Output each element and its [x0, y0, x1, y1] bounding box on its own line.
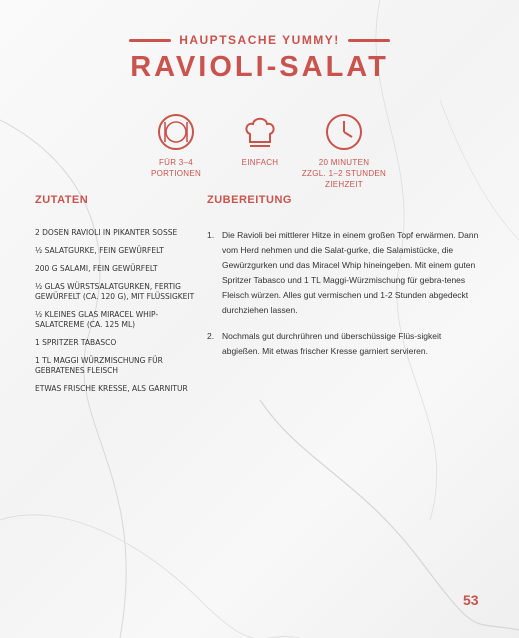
step-item: [207, 329, 479, 359]
ingredient-item: 1 TL MAGGI WÜRZMISCHUNG FÜR GEBRATENES FLEISCH: [35, 356, 163, 375]
plate-cutlery-icon: [156, 112, 196, 152]
kicker-row: [0, 33, 519, 47]
ingredients-heading: ZUTATEN: [35, 194, 89, 206]
info-label-portions: FÜR 3–4 PORTIONEN: [150, 158, 202, 178]
chef-hat-icon: [240, 112, 280, 152]
step-text: Nochmals gut durchrühren und überschüssige Flüs-sigkeit abgießen. Mit etwas frischer Kresse garniert servieren.: [222, 331, 442, 356]
page-number: 53: [463, 592, 479, 608]
ingredient-item: 1 SPRITZER TABASCO: [35, 338, 117, 347]
ingredient-item: ½ KLEINES GLAS MIRACEL WHIP-SALATCREME (CA. 125 ML): [35, 310, 159, 329]
kicker-line-left: [129, 39, 171, 42]
ingredient-item: 200 G SALAMI, FEIN GEWÜRFELT: [35, 264, 158, 273]
steps-heading: ZUBEREITUNG: [207, 194, 292, 206]
kicker-line-right: [348, 39, 390, 42]
info-label-difficulty: EINFACH: [241, 158, 279, 167]
ingredient-item: ETWAS FRISCHE KRESSE, ALS GARNITUR: [35, 384, 188, 393]
step-text: Die Ravioli bei mittlerer Hitze in einem großen Topf erwärmen. Dann vom Herd nehmen und die Salat-gurke, die Salamistücke, die Gewürzgurken und das Miracel Whip hineingeben. Mit einem guten Spritzer Tabasco und 1 TL Maggi-Würzmischung für gebra-tenes Fleisch würzen. Alles gut vermischen und 1-2 Stunden abgedeckt durchziehen lassen.: [222, 230, 479, 315]
ingredient-item: ½ GLAS WÜRSTSALATGURKEN, FERTIG GEWÜRFELT (CA. 120 G), MIT FLÜSSIGKEIT: [35, 282, 195, 301]
ingredient-item: 2 DOSEN RAVIOLI IN PIKANTER SOSSE: [35, 228, 178, 237]
step-number: 2.: [207, 331, 215, 341]
step-item: [207, 228, 479, 318]
recipe-header: [0, 33, 519, 84]
ingredient-item: ½ SALATGURKE, FEIN GEWÜRFELT: [35, 246, 164, 255]
step-number: 1.: [207, 230, 215, 240]
kicker-text: HAUPTSACHE YUMMY!: [179, 33, 340, 47]
steps-list: [207, 228, 479, 370]
clock-icon: [324, 112, 364, 152]
recipe-title: RAVIOLI-SALAT: [130, 51, 389, 83]
info-label-time: 20 MINUTEN ZZGL. 1–2 STUNDEN ZIEHZEIT: [301, 158, 387, 189]
ingredients-list: [35, 228, 205, 402]
